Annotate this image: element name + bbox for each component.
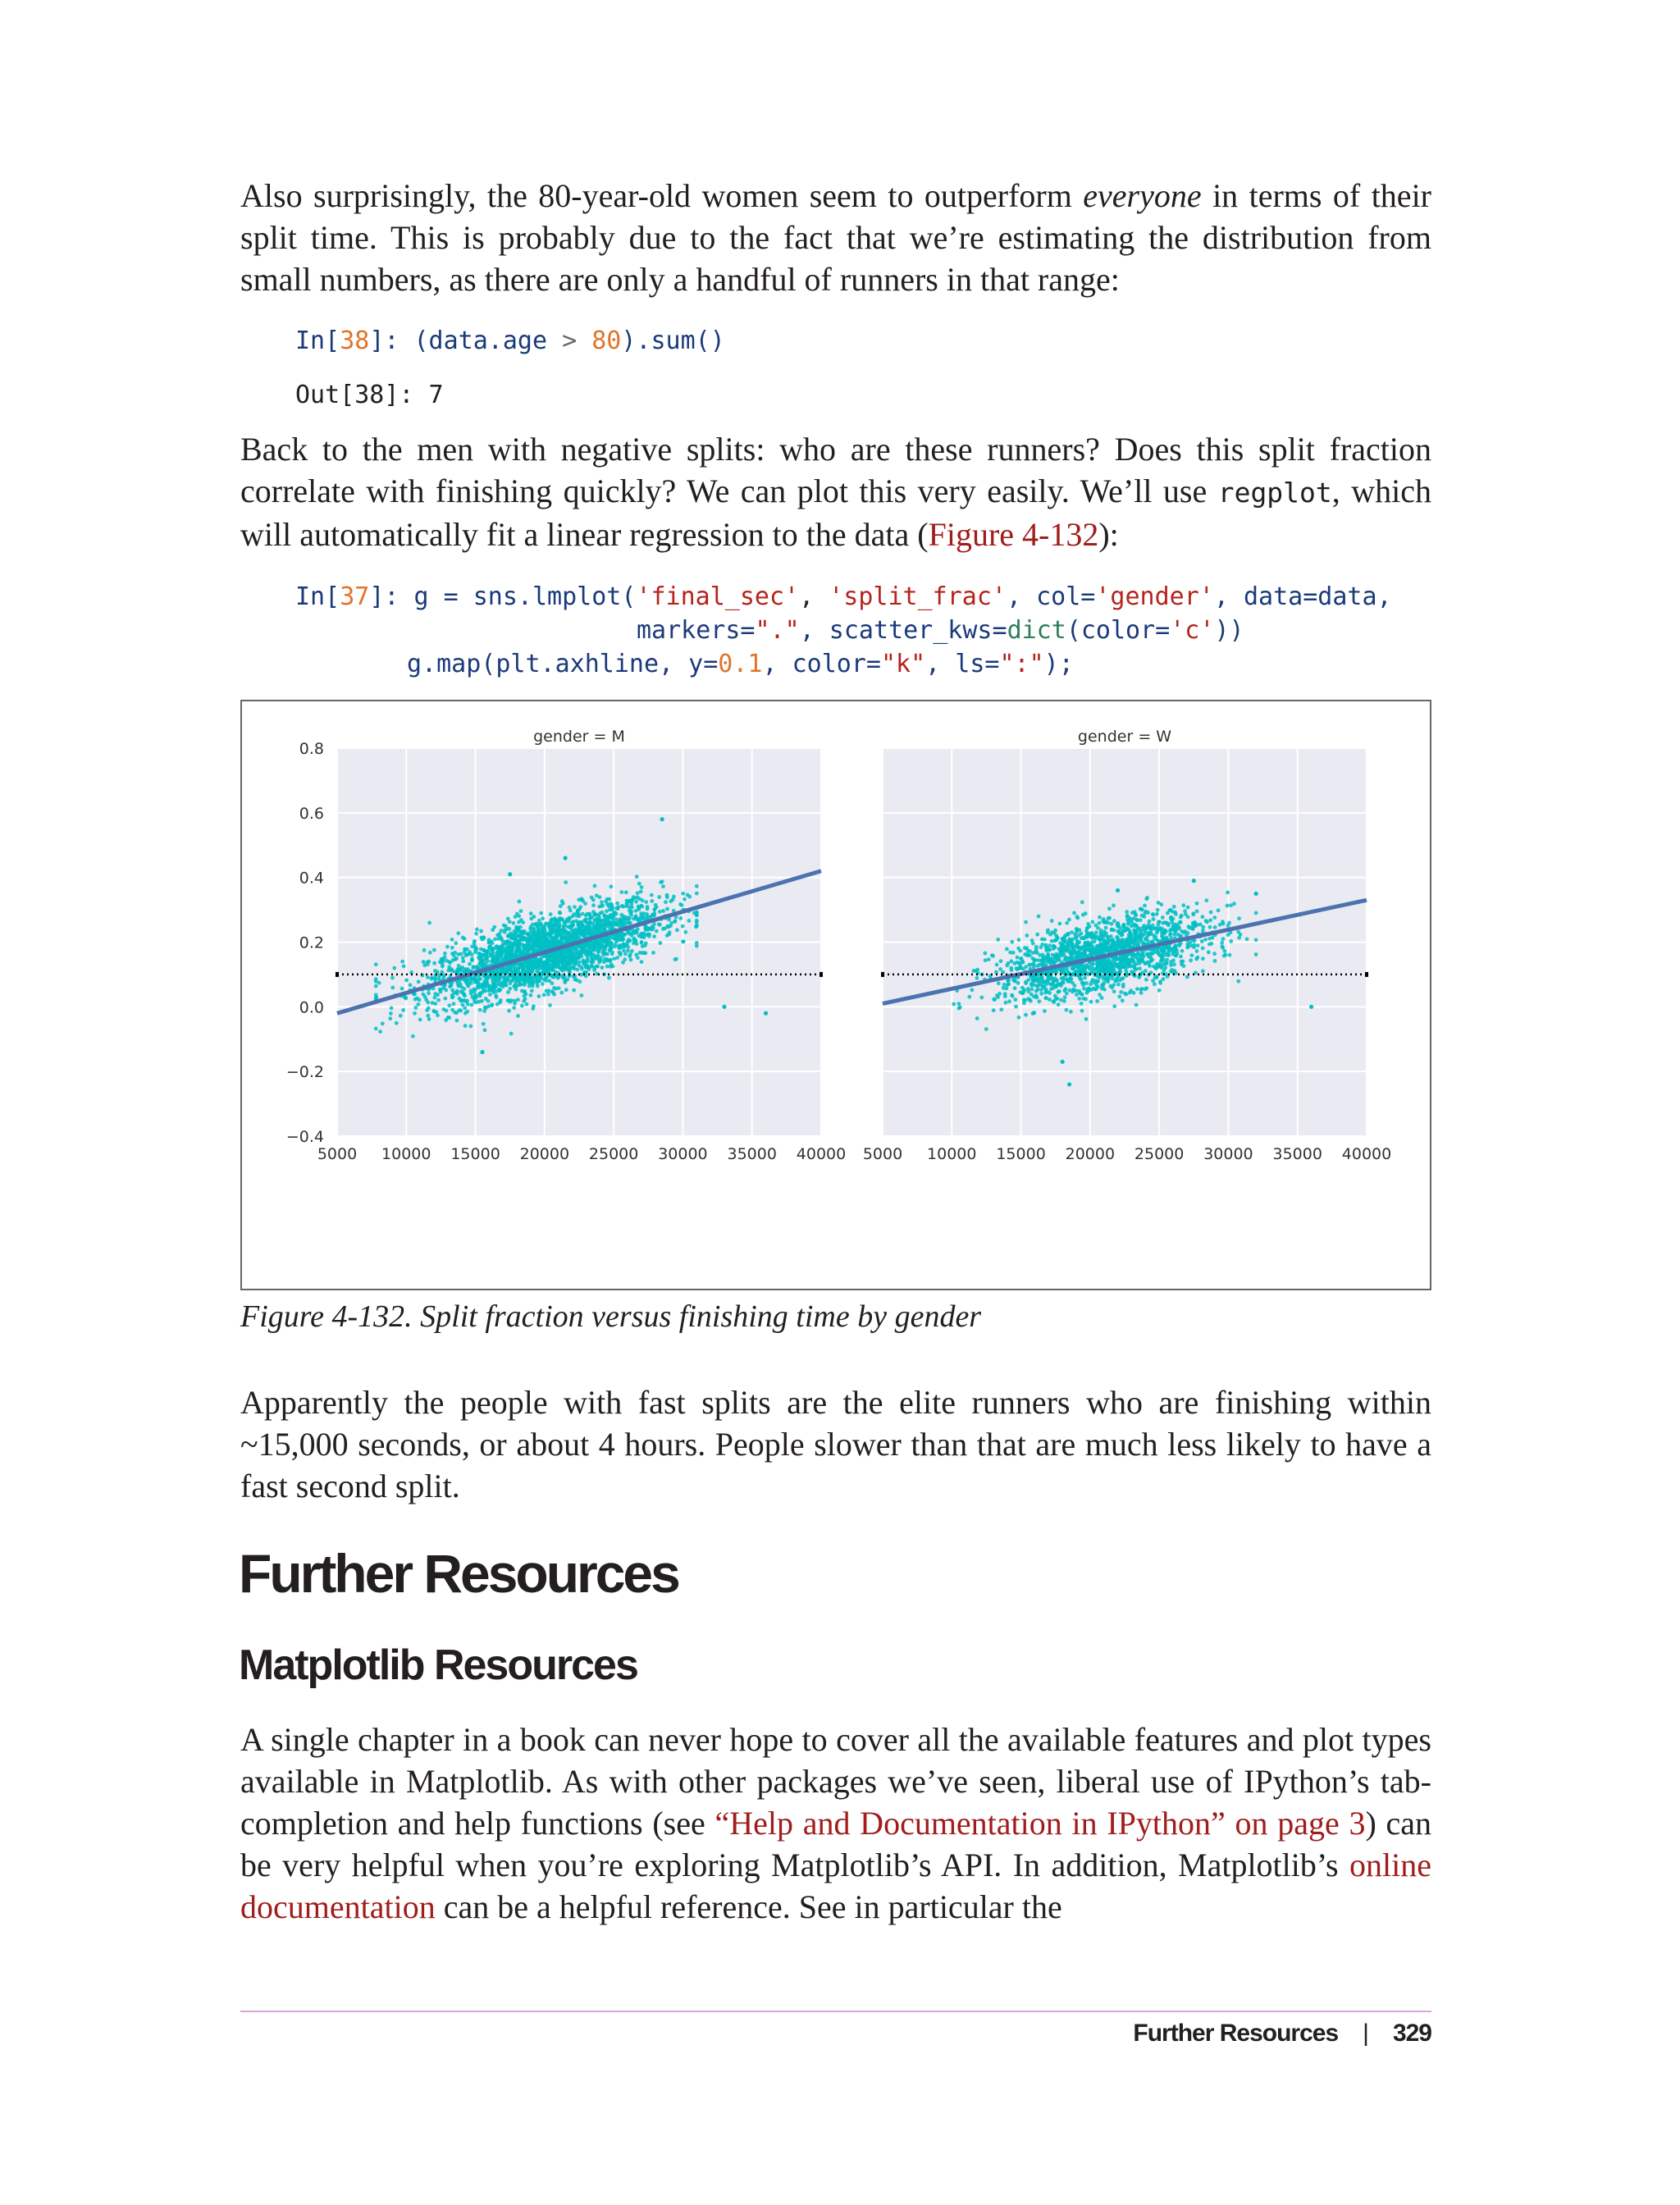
outlier-point [564, 856, 568, 860]
y-tick-label: −0.4 [285, 1128, 324, 1146]
page-number: 329 [1392, 2020, 1431, 2047]
code-cell-38-input: In[38]: (data.age > 80).sum() [295, 326, 725, 355]
outlier-point [1116, 888, 1120, 892]
x-tick-label: 40000 [1341, 1145, 1392, 1163]
facet-panel-w [863, 728, 1391, 1163]
footer-rule [240, 2011, 1431, 2012]
footer-section: Further Resources [1133, 2020, 1339, 2047]
footer-separator: | [1363, 2020, 1368, 2047]
outlier-point [508, 872, 512, 876]
paragraph-matplotlib-resources: A single chapter in a book can never hope to cover all the available features and plot types available in Matplotlib. As with other packages we’ve seen, liberal use of IPython’s tab-completion and help functions (see “Help and Documentation in IPython” on page 3) can be very helpful when you’re exploring Matplotlib’s API. In addition, Matplotlib’s online documentation can be a helpful reference. See in particular the [240, 1721, 1432, 1925]
facet-panel-m [286, 728, 846, 1163]
y-tick-label: 0.0 [299, 998, 324, 1017]
outlier-point [1061, 1060, 1065, 1064]
x-tick-label: 25000 [1134, 1145, 1185, 1163]
code-line-2: markers=".", scatter_kws=dict(color='c')) [637, 616, 1244, 645]
x-tick-label: 10000 [927, 1145, 977, 1163]
x-tick-label: 40000 [796, 1145, 847, 1163]
figure-caption: Figure 4-132. Split fraction versus finishing time by gender [240, 1299, 982, 1334]
outlier-point [480, 1050, 484, 1054]
axhline-marker-left [336, 972, 339, 977]
online-docs-link[interactable]: online documentation [240, 1847, 1431, 1925]
panel-title: gender = M [533, 728, 625, 746]
figure-link[interactable]: Figure 4-132 [928, 516, 1099, 553]
y-tick-label: −0.2 [285, 1063, 324, 1082]
paragraph-fast-splits: Apparently the people with fast splits are the elite runners who are finishing within ~15,000 seconds, or about 4 hours. People slower than that are much less likely to have a fast second split. [240, 1384, 1431, 1504]
x-tick-label: 30000 [1203, 1145, 1253, 1163]
x-tick-label: 35000 [727, 1145, 777, 1163]
section-heading: Further Resources [239, 1543, 678, 1604]
help-docs-link[interactable]: “Help and Documentation in IPython” on page 3 [714, 1805, 1366, 1842]
axhline-marker-right [819, 972, 823, 977]
para1-emphasis: everyone [1083, 177, 1202, 214]
outlier-point [764, 1011, 768, 1016]
figure-4-132 [240, 700, 1431, 1290]
x-tick-label: 20000 [1065, 1145, 1116, 1163]
panel-title: gender = W [1077, 728, 1172, 746]
outlier-point [1067, 1082, 1071, 1086]
y-tick-label: 0.2 [299, 934, 324, 952]
x-tick-label: 30000 [658, 1145, 708, 1163]
para1-text: Also surprisingly, the 80-year-old women seem to outperform [240, 177, 1084, 214]
x-tick-label: 10000 [381, 1145, 431, 1163]
scatter-facet-chart [242, 701, 1430, 1289]
code-line-3: g.map(plt.axhline, y=0.1, color="k", ls=":"); [407, 650, 1074, 678]
outlier-point [722, 1005, 726, 1009]
paragraph-negative-splits: Back to the men with negative splits: who are these runners? Does this split fraction correlate with finishing quickly? We can plot this very easily. We’ll use regplot, which will automatically fit a linear regression to the data (Figure 4-132): [240, 431, 1431, 553]
axhline-marker-left [881, 972, 884, 977]
paragraph-age-note [240, 175, 1431, 300]
y-tick-label: 0.8 [299, 740, 324, 758]
x-tick-label: 5000 [317, 1145, 358, 1163]
inline-code-regplot: regplot [1217, 477, 1332, 509]
x-tick-label: 5000 [862, 1145, 903, 1163]
y-tick-label: 0.6 [299, 804, 324, 823]
x-tick-label: 15000 [450, 1145, 500, 1163]
para1-text-end: in terms of their split time. This is probably due to the fact that we’re estimating the distribution from small numbers, as there are only a handful of runners in that range: [240, 177, 1431, 298]
code-line-1: In[37]: g = sns.lmplot('final_sec', 'split_frac', col='gender', data=data, [295, 582, 1392, 611]
outlier-point [1309, 1005, 1313, 1009]
outlier-point [1192, 879, 1196, 883]
outlier-point [660, 817, 664, 821]
y-tick-label: 0.4 [299, 869, 324, 888]
code-cell-38-output: Out[38]: 7 [295, 381, 444, 409]
subsection-heading: Matplotlib Resources [239, 1641, 637, 1689]
axhline-marker-right [1365, 972, 1368, 977]
outlier-point [1254, 892, 1258, 896]
x-tick-label: 20000 [519, 1145, 570, 1163]
x-tick-label: 35000 [1272, 1145, 1322, 1163]
page-footer [1133, 2020, 1431, 2048]
x-tick-label: 25000 [588, 1145, 639, 1163]
x-tick-label: 15000 [996, 1145, 1046, 1163]
